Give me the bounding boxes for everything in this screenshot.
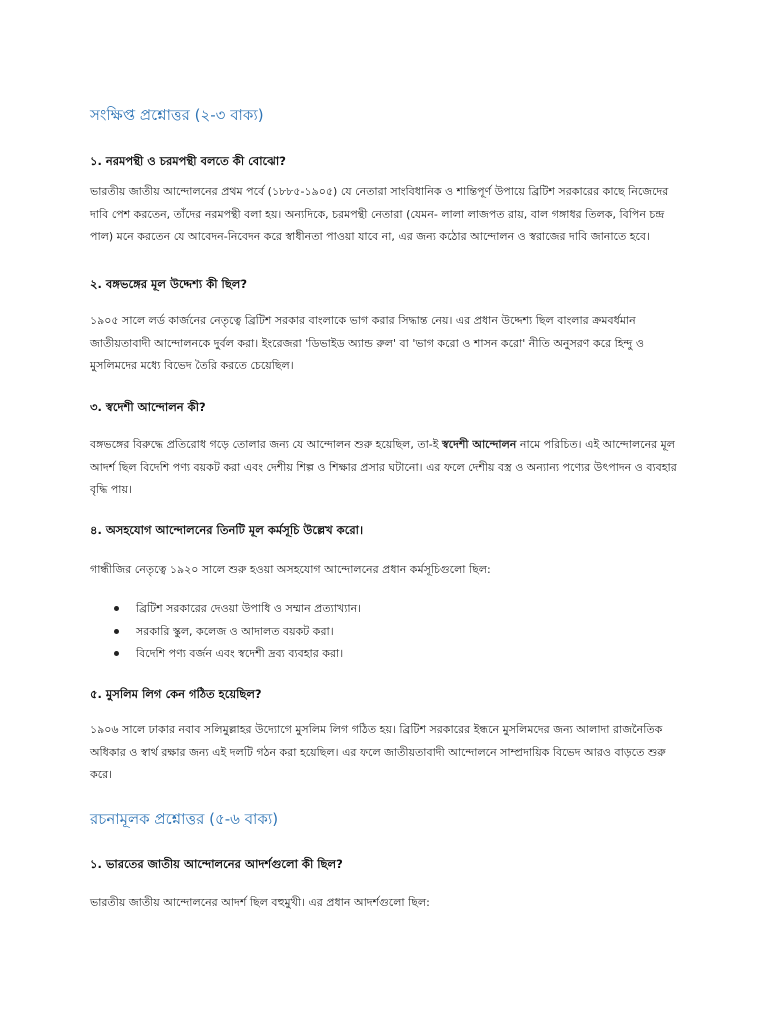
list-item-text: সরকারি স্কুল, কলেজ ও আদালত বয়কট করা।: [136, 624, 334, 638]
list-item: [90, 621, 680, 644]
long-answer-intro-1: ভারতীয় জাতীয় আন্দোলনের আদর্শ ছিল বহুমুখী। এর প্রধান আদর্শগুলো ছিল:: [90, 896, 430, 909]
list-item-text: বিদেশি পণ্য বর্জন এবং স্বদেশী দ্রব্য ব্যবহার করা।: [136, 647, 344, 660]
list-item: [90, 643, 680, 666]
answer-paragraph-5: ১৯০৬ সালে ঢাকার নবাব সলিমুল্লাহর উদ্যোগে মুসলিম লিগ গঠিত হয়। ব্রিটিশ সরকারের ইন্ধনে মুসলিমদের জন্য আলাদা রাজনৈতিক অধিকার ও স্বার্থ রক্ষার জন্য এই দলটি গঠন করা হয়েছিল। এর ফলে জাতীয়তাবাদী আন্দোলনে সাম্প্রদায়িক বিভেদ আরও বাড়তে শুরু করে।: [90, 723, 666, 781]
answer-text-start: বঙ্গভঙ্গের বিরুদ্ধে প্রতিরোধ গড়ে তোলার জন্য যে আন্দোলন শুরু হয়েছিল, তা-ই: [90, 438, 442, 451]
question-title-1: ১. নরমপন্থী ও চরমপন্থী বলতে কী বোঝো?: [90, 154, 286, 168]
answer-paragraph-1: ভারতীয় জাতীয় আন্দোলনের প্রথম পর্বে (১৮৮৫-১৯০৫) যে নেতারা সাংবিধানিক ও শান্তিপূর্ণ উপায়ে ব্রিটিশ সরকারের কাছে নিজেদের দাবি পেশ করতেন, তাঁদের নরমপন্থী বলা হয়। অন্যদিকে, চরমপন্থী নেতারা (যেমন- লালা লাজপত রায়, বাল গঙ্গাধর তিলক, বিপিন চন্দ্র পাল) মনে করতেন যে আবেদন-নিবেদন করে স্বাধীনতা পাওয়া যাবে না, এর জন্য কঠোর আন্দোলন ও স্বরাজের দাবি জানাতে হবে।: [90, 185, 669, 243]
list-item: [90, 598, 680, 621]
swadeshi-bold-term: স্বদেশী আন্দোলন: [441, 438, 517, 451]
question-title-4: ৪. অসহযোগ আন্দোলনের তিনটি মূল কর্মসূচি উল্লেখ করো।: [90, 523, 364, 537]
list-item-text: ব্রিটিশ সরকারের দেওয়া উপাধি ও সম্মান প্রত্যাখ্যান।: [136, 602, 362, 615]
bullet-icon: [114, 606, 119, 611]
answer-intro-4: গান্ধীজির নেতৃত্বে ১৯২০ সালে শুরু হওয়া অসহযোগ আন্দোলনের প্রধান কর্মসূচিগুলো ছিল:: [90, 563, 491, 576]
bullet-icon: [114, 651, 119, 656]
program-bullet-list: [90, 598, 680, 666]
long-question-title-1: ১. ভারতের জাতীয় আন্দোলনের আদর্শগুলো কী ছিল?: [90, 857, 343, 871]
question-title-2: ২. বঙ্গভঙ্গের মূল উদ্দেশ্য কী ছিল?: [90, 277, 248, 291]
answer-paragraph-2: ১৯০৫ সালে লর্ড কার্জনের নেতৃত্বে ব্রিটিশ সরকার বাংলাকে ভাগ করার সিদ্ধান্ত নেয়। এর প্রধান উদ্দেশ্য ছিল বাংলার ক্রমবর্ধমান জাতীয়তাবাদী আন্দোলনকে দুর্বল করা। ইংরেজরা 'ডিভাইড অ্যান্ড রুল' বা 'ভাগ করো ও শাসন করো' নীতি অনুসরণ করে হিন্দু ও মুসলিমদের মধ্যে বিভেদ তৈরি করতে চেয়েছিল।: [90, 314, 644, 372]
answer-paragraph-3: [90, 434, 680, 502]
bullet-icon: [114, 629, 119, 634]
section-title-long-answers: রচনামূলক প্রশ্নোত্তর (৫-৬ বাক্য): [90, 810, 279, 828]
question-title-5: ৫. মুসলিম লিগ কেন গঠিত হয়েছিল?: [90, 687, 262, 701]
question-title-3: ৩. স্বদেশী আন্দোলন কী?: [90, 400, 206, 414]
answer-text-end: নামে পরিচিত। এই আন্দোলনের মূল আদর্শ ছিল বিদেশি পণ্য বয়কট করা এবং দেশীয় শিল্প ও শিক্ষার প্রসার ঘটানো। এর ফলে দেশীয় বস্ত্র ও অন্যান্য পণ্যের উৎপাদন ও ব্যবহার বৃদ্ধি পায়।: [90, 438, 677, 496]
section-title-short-answers: সংক্ষিপ্ত প্রশ্নোত্তর (২-৩ বাক্য): [90, 106, 264, 124]
